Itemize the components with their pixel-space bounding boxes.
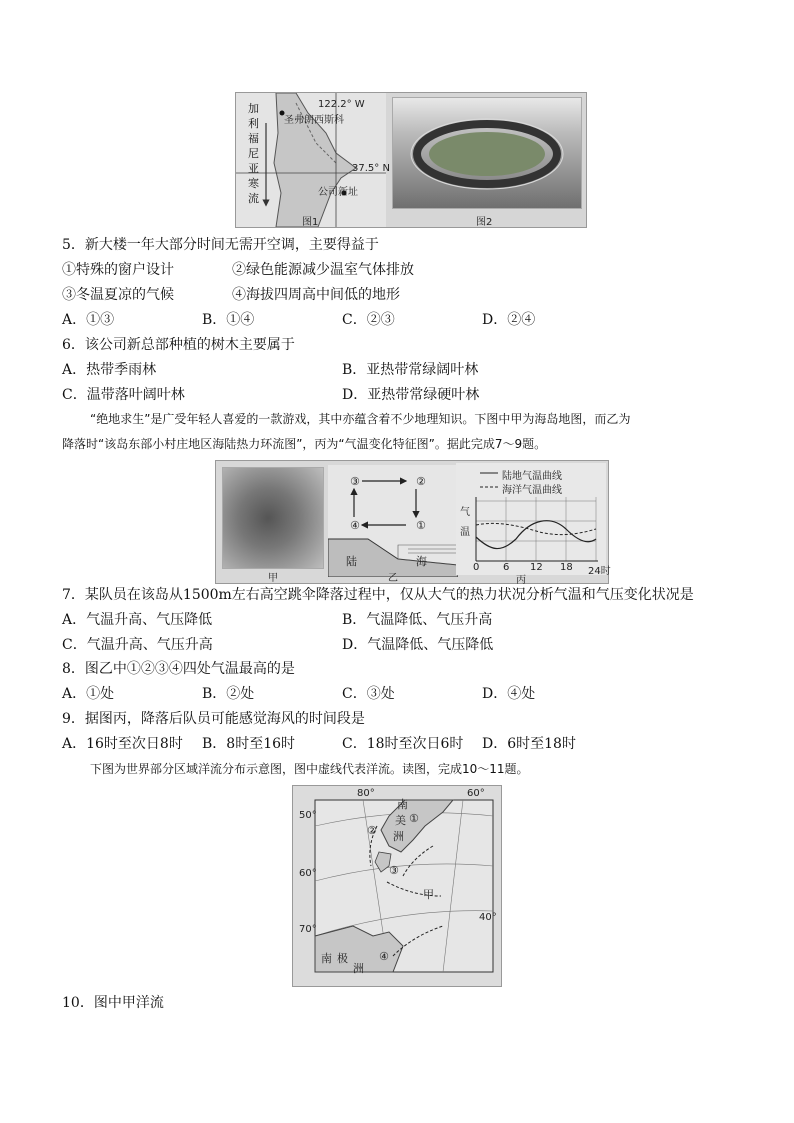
current-3: ③ [389,864,399,877]
intro-10-11: 下图为世界部分区域洋流分布示意图，图中虚线代表洋流。读图，完成10～11题。 [90,762,529,776]
current-2: ② [367,824,377,837]
label-nan: 南 [397,798,408,811]
q5-statement-1: ①特殊的窗户设计 [62,262,174,278]
label-sea: 海 [416,555,427,568]
latitude-label: 37.5° N [352,163,390,174]
question-6-stem: 6．该公司新总部种植的树木主要属于 [62,337,295,353]
lat-70: 70° [299,924,317,935]
lon-80: 80° [357,788,375,799]
label-jia: 甲 [268,573,278,584]
q5-option-a[interactable]: A．①③ [62,312,115,328]
question-7-stem: 7．某队员在该岛从1500m左右高空跳伞降落过程中，仅从大气的热力状况分析气温和气压变化状况是 [62,587,694,603]
label-zhou: 洲 [393,830,404,843]
q8-option-d[interactable]: D．④处 [482,686,536,702]
point-2: ② [416,475,426,488]
tick-24: 24时 [588,566,611,577]
question-9-stem: 9．据图丙，降落后队员可能感觉海风的时间段是 [62,711,365,727]
current-jia: 甲 [423,888,434,901]
point-3: ③ [350,475,360,488]
current-1: ① [409,812,419,825]
q5-statement-2: ②绿色能源减少温室气体排放 [232,262,414,278]
caption-fig2: 图2 [476,217,493,228]
site-label: 公司新址 [318,187,358,198]
current-4: ④ [379,950,389,963]
tick-18: 18 [560,562,573,573]
q6-option-d[interactable]: D．亚热带常绿硬叶林 [342,387,480,403]
legend-sea: 海洋气温曲线 [502,485,562,496]
city-label: 圣弗朗西斯科 [284,115,344,126]
lat-60: 60° [299,868,317,879]
point-1: ① [416,519,426,532]
ocean-current-map [292,785,502,987]
label-yi: 乙 [388,573,398,584]
point-4: ④ [350,519,360,532]
question-10-stem: 10．图中甲洋流 [62,995,164,1011]
q9-option-c[interactable]: C．18时至次日6时 [342,736,464,752]
q8-option-b[interactable]: B．②处 [202,686,255,702]
q9-option-b[interactable]: B．8时至16时 [202,736,296,752]
lat-50: 50° [299,810,317,821]
q5-statement-3: ③冬温夏凉的气候 [62,287,174,303]
label-nanji-1: 南 [321,952,332,965]
question-5-stem: 5．新大楼一年大部分时间无需开空调，主要得益于 [62,237,379,253]
intro-7-9-line2: 降落时“该岛东部小村庄地区海陆热力环流图”，丙为“气温变化特征图”。据此完成7～9题。 [62,437,547,451]
figure-1-2 [235,92,587,228]
label-mei: 美 [395,814,406,827]
q5-statement-4: ④海拔四周高中间低的地形 [232,287,400,303]
intro-7-9-line1: “绝地求生”是广受年轻人喜爱的一款游戏，其中亦蕴含着不少地理知识。下图中甲为海岛地图，而乙为 [90,412,631,426]
campus-photo [392,97,582,209]
q6-option-c[interactable]: C．温带落叶阔叶林 [62,387,185,403]
q8-option-c[interactable]: C．③处 [342,686,395,702]
q9-option-d[interactable]: D．6时至18时 [482,736,576,752]
q7-option-d[interactable]: D．气温降低、气压降低 [342,637,494,653]
question-8-stem: 8．图乙中①②③④四处气温最高的是 [62,661,295,677]
tick-0: 0 [473,562,480,573]
lat-40: 40° [479,912,497,923]
ylabel-1: 气 [460,507,470,518]
q6-option-b[interactable]: B．亚热带常绿阔叶林 [342,362,479,378]
legend-land: 陆地气温曲线 [502,471,562,482]
label-nanji-2: 极 [337,952,348,965]
lon-60: 60° [467,788,485,799]
q7-option-c[interactable]: C．气温升高、气压升高 [62,637,213,653]
longitude-label: 122.2° W [318,99,365,110]
q5-option-c[interactable]: C．②③ [342,312,395,328]
island-map [222,467,324,569]
q9-option-a[interactable]: A．16时至次日8时 [62,736,183,752]
q6-option-a[interactable]: A．热带季雨林 [62,362,157,378]
tick-6: 6 [503,562,510,573]
q8-option-a[interactable]: A．①处 [62,686,115,702]
caption-fig1: 图1 [302,217,319,228]
label-nanji-3: 洲 [353,962,364,975]
q5-option-d[interactable]: D．②④ [482,312,536,328]
current-label: 加 利 福 尼 亚 寒 流 [248,102,259,205]
figure-jia-yi-bing [215,460,609,584]
q5-option-b[interactable]: B．①④ [202,312,255,328]
q7-option-b[interactable]: B．气温降低、气压升高 [342,612,493,628]
label-land: 陆 [346,555,357,568]
ylabel-2: 温 [460,527,470,538]
label-bing: 丙 [516,575,526,586]
q7-option-a[interactable]: A．气温升高、气压降低 [62,612,213,628]
tick-12: 12 [530,562,543,573]
